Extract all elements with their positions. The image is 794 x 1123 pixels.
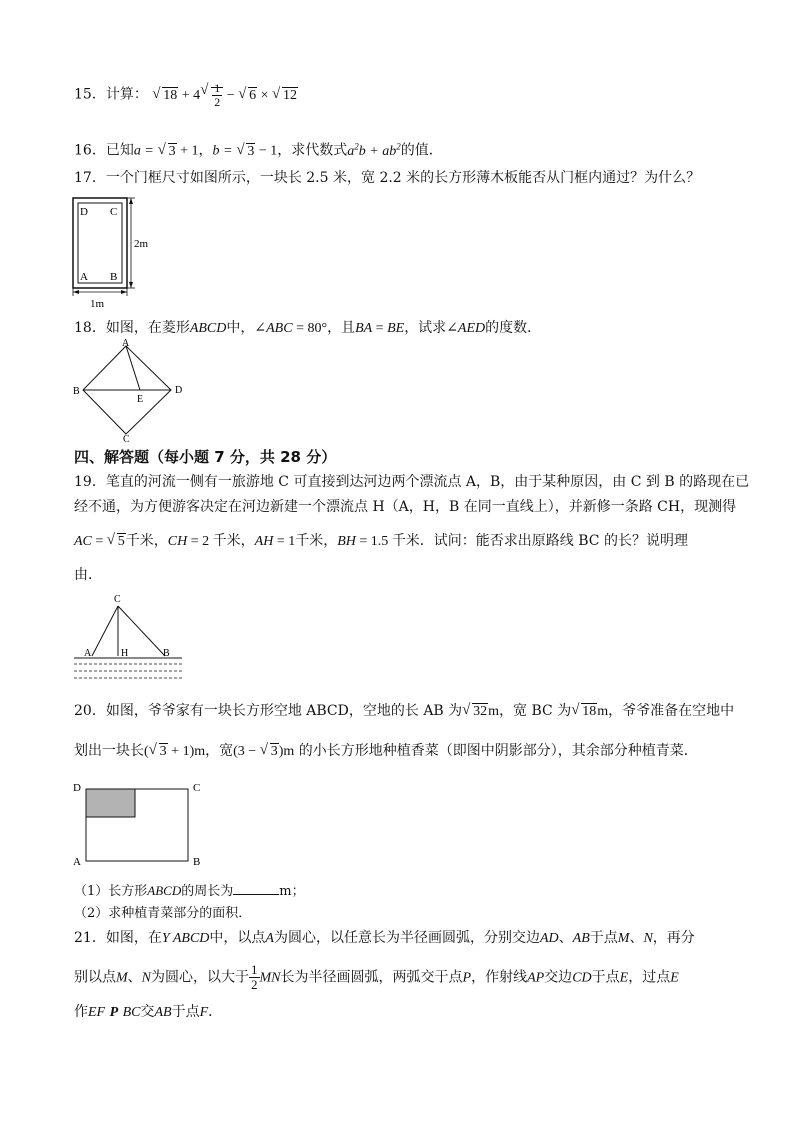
label-D: D [80, 206, 88, 218]
question-label: 计算： [105, 86, 148, 103]
question-text: 于点 [591, 969, 620, 986]
question-text: ，作射线 [471, 969, 528, 986]
question-text: 已知 [105, 142, 134, 159]
question-text: 如图，在 [105, 930, 162, 946]
question-text: 千米， [212, 533, 255, 549]
question-20-sub-1: （1）长方形ABCD的周长为 m； [74, 880, 305, 902]
question-text: ． [208, 1004, 223, 1020]
label-C: C [114, 594, 121, 605]
rectangle-field-figure [68, 776, 210, 868]
question-text: 为圆心，以大于 [151, 969, 250, 986]
question-19-line-3: AC = √ 5千米，CH = 2 千米，AH = 1千米，BH = 1.5 千米．试问：能否求出原路线 BC 的长？说明理 [74, 531, 688, 552]
label-C: C [110, 206, 118, 218]
question-number: 18． [74, 320, 106, 336]
question-number: 20． [74, 703, 106, 719]
question-text: 千米， [125, 533, 168, 549]
label-width: 1m [90, 298, 105, 310]
question-text: 的值． [400, 142, 443, 159]
question-text: 中，以点 [209, 930, 266, 946]
question-text: 为圆心，以任意长为半径画圆弧，分别交边 [273, 930, 540, 946]
section-heading: 四、解答题（每小题 7 分，共 28 分） [74, 448, 337, 466]
question-text: ，求代数式 [277, 142, 348, 159]
formula-expression: $a^2b + ab^2$ [347, 141, 401, 159]
question-21-line-3: 作EF P BC交AB于点F． [74, 1004, 223, 1020]
question-19-line-2 [74, 497, 736, 517]
question-text: ，爷爷准备在空地中 [608, 703, 735, 719]
question-text: 交边 [544, 969, 573, 986]
question-text: （2）求种植青菜部分的面积． [74, 906, 252, 921]
river-figure [72, 590, 186, 682]
question-text: 作 [74, 1004, 88, 1020]
question-text: 别以点 [74, 969, 116, 986]
question-number: 16． [74, 142, 106, 159]
question-21-line-2: 别以点M、N为圆心，以大于 $\frac{1}{2}$ MN长为半径画圆弧，两弧交于点P，作射线AP交边CD于点E，过点E [74, 962, 679, 992]
label-B: B [163, 648, 170, 659]
question-17 [74, 168, 700, 188]
question-text: m； [279, 884, 305, 899]
question-20-line-1: 20．如图，爷爷家有一块长方形空地 ABCD，空地的长 AB 为√ 32m，宽 BC 为√ 18m，爷爷准备在空地中 [74, 701, 734, 722]
question-text: 于点 [171, 1004, 200, 1020]
question-18: 18．如图，在菱形ABCD中，∠ABC = 80°，且BA = BE，试求∠AED的度数． [74, 320, 542, 336]
door-frame-figure [68, 194, 158, 314]
question-21-line-1: 21．如图，在Y ABCD中，以点A为圆心，以任意长为半径画圆弧，分别交边AD、AB于点M、N，再分 [74, 930, 695, 946]
question-text: 于点 [589, 930, 618, 946]
label-D: D [175, 385, 183, 396]
question-20-sub-2 [74, 904, 251, 924]
question-text: ，试求 [404, 320, 447, 336]
question-text: 笔直的河流一侧有一旅游地 C 可直接到达河边两个漂流点 A，B，由于某种原因，由 C 到 B 的路现在已 [105, 474, 750, 490]
question-text: 由． [74, 567, 102, 583]
question-text: 千米．试问：能否求出原路线 BC 的长？说明理 [391, 533, 688, 549]
question-text: ，且 [327, 320, 356, 336]
question-text: 如图，在菱形 [105, 320, 190, 336]
question-text: 千米， [295, 533, 338, 549]
shaded-region [86, 789, 135, 817]
question-text: 划出一块长 [74, 743, 144, 759]
rhombus-figure [66, 336, 192, 446]
question-text: ，宽 [205, 743, 234, 759]
question-text: 如图，爷爷家有一块长方形空地 ABCD，空地的长 AB 为 [105, 703, 463, 719]
question-text: 的度数． [485, 320, 542, 336]
label-C: C [123, 434, 130, 445]
question-19-line-4 [74, 565, 102, 585]
label-H: H [121, 648, 129, 659]
label-A: A [84, 648, 92, 659]
label-E: E [137, 394, 144, 405]
formula-a: a [133, 143, 141, 159]
label-height: 2m [134, 238, 149, 250]
question-text: 一个门框尺寸如图所示，一块长 2.5 米，宽 2.2 米的长方形薄木板能否从门框内通过？为什么？ [105, 170, 701, 186]
question-number: 19． [74, 474, 106, 490]
label-B: B [110, 271, 118, 283]
question-number: 15． [74, 86, 106, 103]
question-text: （1）长方形 [74, 884, 148, 899]
question-number: 21． [74, 930, 106, 946]
question-text: 长为半径画圆弧，两弧交于点 [280, 969, 463, 986]
question-19-line-1 [74, 472, 749, 492]
question-15 [74, 82, 298, 109]
label-B: B [193, 856, 201, 868]
label-D: D [73, 782, 81, 794]
label-A: A [122, 338, 130, 349]
question-text: 的小长方形地种植香菜（即图中阴影部分），其余部分种植青菜． [298, 743, 698, 759]
question-text: ， [198, 142, 213, 159]
question-text: 中， [226, 320, 255, 336]
answer-blank[interactable] [233, 880, 279, 895]
label-A: A [73, 856, 81, 868]
expression-q15: √ 18 + 4 √ $\frac{1}{2}$ − √ 6 × √ 12 [152, 88, 298, 103]
question-number: 17． [74, 170, 106, 186]
question-text: 经不通，为方便游客决定在河边新建一个漂流点 H（A，H，B 在同一直线上），并新修一条路 CH，现测得 [74, 499, 737, 515]
label-B: B [73, 386, 80, 397]
label-A: A [80, 271, 88, 283]
question-text: ，过点 [628, 969, 671, 986]
question-text: 交 [140, 1004, 155, 1020]
question-text: 的周长为 [181, 884, 234, 899]
question-text: ，宽 BC 为 [499, 703, 572, 719]
question-20-line-2: 划出一块长(√ 3 + 1)m，宽(3 − √ 3)m 的小长方形地种植香菜（即图中阴影部分），其余部分种植青菜． [74, 741, 698, 762]
label-C: C [193, 782, 201, 794]
question-text: ，再分 [652, 930, 695, 946]
question-16: 16．已知a = √ 3 + 1，b = √ 3 − 1，求代数式$a^2b + ab^2$的值． [74, 136, 443, 162]
